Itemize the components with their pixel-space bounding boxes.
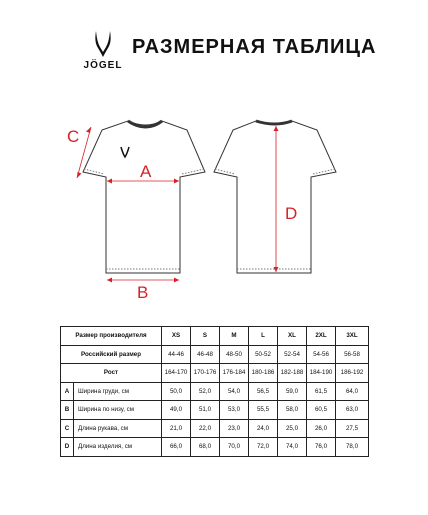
table-cell: 54-56 [307,345,336,364]
measure-c-label: C [67,127,80,146]
measure-a-label: A [140,162,152,181]
table-cell: 68,0 [191,438,220,457]
table-cell: 25,0 [278,419,307,438]
table-cell: 21,0 [162,419,191,438]
tshirt-back [214,121,336,273]
table-cell: 56,5 [249,382,278,401]
table-cell: 26,0 [307,419,336,438]
table-cell: 164-170 [162,364,191,383]
size-header: M [220,327,249,346]
header-label: Размер производителя [61,327,162,346]
table-cell: 52-54 [278,345,307,364]
table-cell: 22,0 [191,419,220,438]
row-letter: A [61,382,74,401]
row-label: Российский размер [61,345,162,364]
table-cell: 46-48 [191,345,220,364]
row-letter: D [61,438,74,457]
table-cell: 184-190 [307,364,336,383]
measure-d-label: D [285,204,298,223]
table-cell: 49,0 [162,401,191,420]
table-cell: 54,0 [220,382,249,401]
table-row [61,438,369,457]
table-cell: 70,0 [220,438,249,457]
table-cell: 63,0 [336,401,369,420]
size-table [60,326,369,457]
table-cell: 72,0 [249,438,278,457]
table-cell: 48-50 [220,345,249,364]
table-cell: 64,0 [336,382,369,401]
table-cell: 50,0 [162,382,191,401]
row-label: Длина изделия, см [74,438,162,457]
row-letter: B [61,401,74,420]
tshirt-front [67,121,205,302]
page-title: РАЗМЕРНАЯ ТАБЛИЦА [132,36,377,58]
size-header: 3XL [336,327,369,346]
table-cell: 180-186 [249,364,278,383]
measure-b-label: B [137,283,149,302]
jogel-emblem-icon [94,30,112,58]
table-cell: 59,0 [278,382,307,401]
table-cell: 74,0 [278,438,307,457]
size-header: S [191,327,220,346]
table-cell: 52,0 [191,382,220,401]
row-letter: C [61,419,74,438]
table-cell: 55,5 [249,401,278,420]
table-cell: 51,0 [191,401,220,420]
row-label: Ширина по низу, см [74,401,162,420]
table-cell: 50-52 [249,345,278,364]
brand-logo [74,30,132,76]
row-label: Ширина груди, см [74,382,162,401]
table-cell: 76,0 [307,438,336,457]
table-row [61,345,369,364]
table-header-row [61,327,369,346]
table-cell: 27,5 [336,419,369,438]
size-header: XS [162,327,191,346]
size-header: XL [278,327,307,346]
table-row [61,382,369,401]
row-label: Длина рукава, см [74,419,162,438]
tshirt-diagram [0,100,428,315]
table-cell: 24,0 [249,419,278,438]
table-cell: 186-192 [336,364,369,383]
table-row [61,401,369,420]
table-cell: 176-184 [220,364,249,383]
table-cell: 23,0 [220,419,249,438]
table-cell: 61,5 [307,382,336,401]
table-cell: 44-46 [162,345,191,364]
table-cell: 170-176 [191,364,220,383]
size-header: 2XL [307,327,336,346]
table-cell: 60,5 [307,401,336,420]
row-label: Рост [61,364,162,383]
table-cell: 53,0 [220,401,249,420]
table-cell: 56-58 [336,345,369,364]
table-cell: 58,0 [278,401,307,420]
size-header: L [249,327,278,346]
table-row [61,419,369,438]
logo-text: JÖGEL [83,60,123,71]
table-cell: 66,0 [162,438,191,457]
table-row [61,364,369,383]
table-cell: 78,0 [336,438,369,457]
table-cell: 182-188 [278,364,307,383]
